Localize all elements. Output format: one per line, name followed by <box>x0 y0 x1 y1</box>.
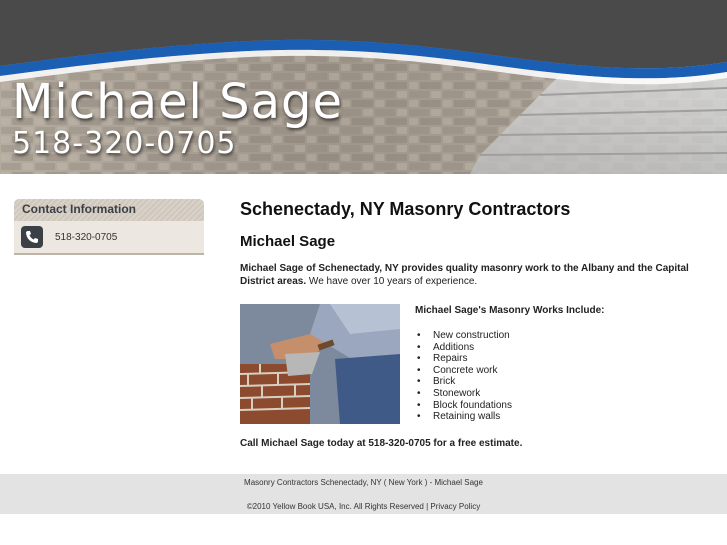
mason-photo <box>240 304 400 424</box>
contact-title: Contact Information <box>14 199 204 221</box>
list-item: • Brick <box>415 376 604 388</box>
footer-description: Masonry Contractors Schenectady, NY ( New York ) - Michael Sage <box>244 478 483 487</box>
brand-phone: 518-320-0705 <box>12 126 237 161</box>
services-list-block <box>415 304 604 424</box>
services-section <box>240 304 715 424</box>
site-header <box>0 0 727 174</box>
list-item: • Block foundations <box>415 400 604 412</box>
intro-bold-text: Michael Sage of Schenectady, NY provides quality masonry work to the Albany and the Capital District areas. <box>240 263 689 287</box>
privacy-policy-link[interactable]: Privacy Policy <box>430 502 481 511</box>
contact-phone: 518-320-0705 <box>55 231 118 243</box>
contact-phone-row <box>14 221 204 253</box>
site-footer <box>0 474 727 514</box>
brand-name: Michael Sage <box>12 74 343 130</box>
footer-separator: | <box>426 502 429 511</box>
business-name-heading: Michael Sage <box>240 233 336 250</box>
services-title: Michael Sage's Masonry Works Include: <box>415 305 605 316</box>
list-item: • Concrete work <box>415 365 604 377</box>
contact-information-box <box>14 199 204 255</box>
page-title: Schenectady, NY Masonry Contractors <box>240 199 571 219</box>
list-item: • Stonework <box>415 388 604 400</box>
list-item: • Additions <box>415 342 604 354</box>
intro-rest-text: We have over 10 years of experience. <box>306 276 478 287</box>
list-item: • New construction <box>415 330 604 342</box>
list-item: • Repairs <box>415 353 604 365</box>
intro-paragraph <box>240 262 715 288</box>
copyright-text: ©2010 Yellow Book USA, Inc. All Rights Reserved <box>246 502 424 511</box>
phone-icon <box>21 226 43 248</box>
sidebar <box>14 199 204 255</box>
footer-legal <box>0 502 727 511</box>
services-list <box>415 330 604 423</box>
main-content <box>240 199 715 449</box>
list-item: • Retaining walls <box>415 411 604 423</box>
call-to-action: Call Michael Sage today at 518-320-0705 for a free estimate. <box>240 438 523 449</box>
